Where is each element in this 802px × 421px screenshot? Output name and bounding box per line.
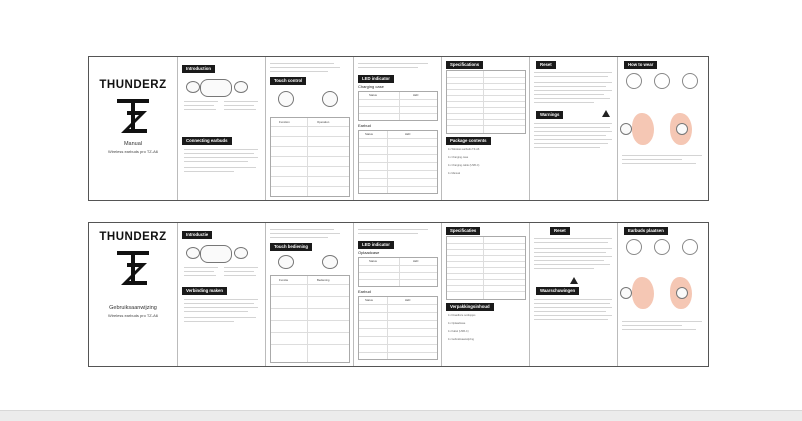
introduction-panel [177, 223, 266, 366]
introduction-panel [177, 57, 266, 200]
earbud-led-header-status: Status [365, 132, 373, 136]
how-to-wear-panel [617, 223, 709, 366]
connecting-heading: Verbinding maken [182, 287, 227, 295]
specifications-heading: Specifications [446, 61, 483, 69]
touch-table [270, 275, 350, 363]
tz-logo-icon [113, 247, 153, 287]
package-contents-heading: Verpakkingsinhoud [446, 303, 494, 311]
case-led-table [358, 257, 438, 287]
earbud-icon [676, 287, 688, 299]
how-to-wear-panel [617, 57, 709, 200]
touch-table-header-function: Functie [279, 278, 289, 282]
specifications-table [446, 236, 526, 300]
connecting-heading: Connecting earbuds [182, 137, 232, 145]
introduction-heading: Introduction [182, 65, 215, 73]
earbud-diagram-icon [234, 81, 248, 93]
earbud-rotate-icon [626, 239, 642, 255]
cover-logo [97, 79, 169, 154]
case-led-header-led: LED [413, 259, 419, 263]
earbud-led-header-status: Status [365, 298, 373, 302]
specifications-table [446, 70, 526, 134]
package-item: 1x Charging cable (USB-C) [448, 164, 480, 167]
manual-sheet-dutch [88, 222, 709, 367]
case-diagram-icon [200, 79, 232, 97]
package-item: 1x Oplaadcase [448, 322, 466, 325]
manual-subtitle: Wireless earbuds pro TZ-A6 [108, 149, 158, 154]
earbud-icon [620, 287, 632, 299]
touch-control-heading: Touch bediening [270, 243, 312, 251]
manual-title: Gebruiksaanwijzing [109, 305, 157, 311]
package-item: 1x Draadloze oordopjes [448, 314, 476, 317]
earbud-diagram-icon [234, 247, 248, 259]
touch-earbud-right-icon [322, 91, 338, 107]
touch-control-heading: Touch control [270, 77, 306, 85]
package-item: 1x Kabel (USB-C) [448, 330, 469, 333]
case-led-header-status: Status [369, 259, 377, 263]
reset-heading: Reset [536, 61, 556, 69]
package-item: 1x Manual [448, 172, 460, 175]
led-indicator-heading: LED indicator [358, 75, 394, 83]
earbud-rotate-icon [626, 73, 642, 89]
manual-subtitle: Wireless earbuds pro TZ-A6 [108, 313, 158, 318]
reset-panel [529, 57, 618, 200]
warning-triangle-icon [570, 277, 578, 284]
earbud-caption: Earbud [358, 289, 371, 294]
touch-earbud-left-icon [278, 91, 294, 107]
specifications-panel [441, 57, 530, 200]
earbud-icon [676, 123, 688, 135]
package-item: 1x Gebruiksaanwijzing [448, 338, 474, 341]
earbud-diagram-icon [186, 81, 200, 93]
specifications-panel [441, 223, 530, 366]
earbud-rotate-icon [654, 239, 670, 255]
brand-name: THUNDERZ [99, 231, 167, 243]
warning-triangle-icon [602, 110, 610, 117]
earbud-led-header-led: LED [405, 298, 411, 302]
earbud-diagram-icon [186, 247, 200, 259]
earbud-led-header-led: LED [405, 132, 411, 136]
led-indicator-heading: LED indicator [358, 241, 394, 249]
touch-control-panel [265, 57, 354, 200]
led-indicator-panel [353, 57, 442, 200]
how-to-wear-heading: How to wear [624, 61, 657, 69]
touch-table [270, 117, 350, 197]
earbud-icon [620, 123, 632, 135]
cover-panel [89, 57, 177, 200]
touch-table-header-operation: Operation [317, 120, 330, 124]
package-contents-heading: Package contents [446, 137, 491, 145]
tz-logo-icon [113, 95, 153, 135]
cover-logo [97, 231, 169, 318]
introduction-heading: Introductie [182, 231, 212, 239]
charging-case-caption: Oplaadcase [358, 250, 380, 255]
charging-case-caption: Charging case [358, 84, 384, 89]
case-led-header-status: Status [369, 93, 377, 97]
package-item: 1x Wireless earbuds TZ-A6 [448, 148, 480, 151]
touch-table-header-operation: Bediening [317, 278, 330, 282]
manual-sheet-english [88, 56, 709, 201]
earbud-led-table [358, 130, 438, 194]
viewer-scrollbar-area[interactable] [0, 410, 802, 421]
case-led-table [358, 91, 438, 121]
earbud-rotate-icon [682, 73, 698, 89]
touch-earbud-right-icon [322, 255, 338, 269]
reset-heading: Reset [550, 227, 570, 235]
case-led-header-led: LED [413, 93, 419, 97]
ear-left-icon [632, 277, 654, 309]
manual-title: Manual [123, 141, 143, 147]
earbud-caption: Earbud [358, 123, 371, 128]
specifications-heading: Specificaties [446, 227, 480, 235]
earbud-led-table [358, 296, 438, 360]
package-item: 1x Charging case [448, 156, 469, 159]
cover-panel [89, 223, 177, 366]
ear-left-icon [632, 113, 654, 145]
how-to-wear-heading: Earbuds plaatsen [624, 227, 668, 235]
brand-name: THUNDERZ [99, 79, 167, 91]
earbud-rotate-icon [654, 73, 670, 89]
touch-table-header-function: Function [279, 120, 290, 124]
earbud-rotate-icon [682, 239, 698, 255]
warnings-heading: Warnings [536, 111, 563, 119]
touch-earbud-left-icon [278, 255, 294, 269]
led-indicator-panel [353, 223, 442, 366]
touch-control-panel [265, 223, 354, 366]
case-diagram-icon [200, 245, 232, 263]
reset-panel [529, 223, 618, 366]
warnings-heading: Waarschuwingen [536, 287, 579, 295]
